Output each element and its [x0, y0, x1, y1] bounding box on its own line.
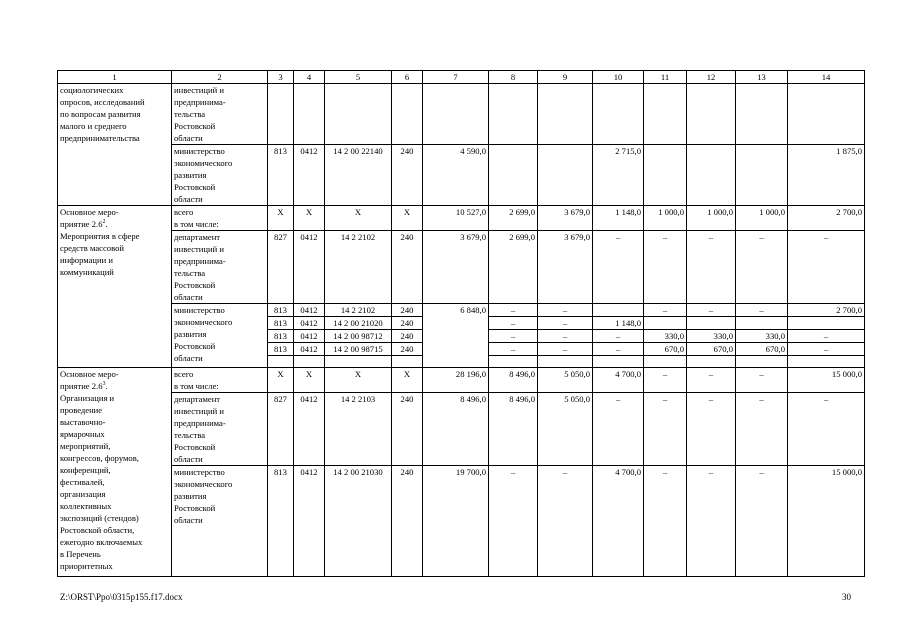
table-row	[58, 466, 865, 577]
cell-grbs: 813	[268, 343, 294, 356]
header-cell: 9	[538, 71, 593, 84]
cell-value	[687, 145, 736, 206]
cell-value: 3 679,0	[538, 231, 593, 304]
cell-value: –	[687, 231, 736, 304]
cell-rzpr: X	[294, 206, 325, 231]
cell-value	[687, 317, 736, 330]
program-table	[57, 70, 865, 577]
cell-value: 2 715,0	[593, 145, 644, 206]
cell-value: 330,0	[736, 330, 788, 343]
cell-value: –	[489, 466, 538, 577]
page-number: 30	[842, 592, 851, 602]
cell-value: –	[538, 343, 593, 356]
cell-value: 5 050,0	[538, 368, 593, 393]
cell-value: 330,0	[687, 330, 736, 343]
cell-value: 2 699,0	[489, 231, 538, 304]
cell-vr: 240	[392, 231, 423, 304]
cell-value: –	[538, 330, 593, 343]
cell-vr: 240	[392, 393, 423, 466]
cell-total: 8 496,0	[423, 393, 489, 466]
cell-total: 3 679,0	[423, 231, 489, 304]
cell-value: 3 679,0	[538, 206, 593, 231]
cell-grbs: 827	[268, 393, 294, 466]
cell-value: –	[644, 231, 687, 304]
cell-value: –	[788, 231, 865, 304]
cell-vr: 240	[392, 145, 423, 206]
cell-vr: 240	[392, 304, 423, 317]
cell-value: –	[538, 317, 593, 330]
cell-csr: 14 2 2103	[325, 393, 392, 466]
header-cell: 1	[58, 71, 172, 84]
cell-value: –	[644, 393, 687, 466]
cell-value	[593, 304, 644, 317]
header-cell: 4	[294, 71, 325, 84]
cell-value: 1 000,0	[644, 206, 687, 231]
measure-name: Основное меро- приятие $2.6^3$. Организация и проведение выставочно- ярмарочных мероприятий, конгрессов, форумов, конференций, фестивалей, организация коллективных экспозиций (стендов) Ростовской области, ежегодно включаемых в Перечень приоритетных	[58, 368, 172, 577]
cell-value: –	[644, 304, 687, 317]
table-row	[58, 206, 865, 231]
cell-value: 4 700,0	[593, 466, 644, 577]
header-cell: 14	[788, 71, 865, 84]
header-cell: 6	[392, 71, 423, 84]
cell-value: –	[538, 304, 593, 317]
header-cell: 12	[687, 71, 736, 84]
cell-value	[736, 145, 788, 206]
cell-value: 8 496,0	[489, 368, 538, 393]
executor: министерство экономического развития Ростовской области	[172, 145, 268, 206]
cell-value	[489, 145, 538, 206]
cell-rzpr: 0412	[294, 393, 325, 466]
cell-rzpr: 0412	[294, 330, 325, 343]
cell-grbs: 813	[268, 304, 294, 317]
cell-total: 19 700,0	[423, 466, 489, 577]
cell-value: –	[788, 343, 865, 356]
executor: министерство экономического развития Ростовской области	[172, 466, 268, 577]
measure-name: социологических опросов, исследований по вопросам развития малого и среднего предпринимательства	[58, 84, 172, 206]
cell-vr: X	[392, 368, 423, 393]
cell-rzpr: 0412	[294, 145, 325, 206]
cell-csr: 14 2 00 98715	[325, 343, 392, 356]
cell-value: –	[736, 304, 788, 317]
cell-value: 15 000,0	[788, 466, 865, 577]
cell-value: –	[538, 466, 593, 577]
cell-value: –	[687, 304, 736, 317]
cell-value: –	[593, 330, 644, 343]
table-row	[58, 393, 865, 466]
total-label: всего в том числе:	[172, 206, 268, 231]
cell-csr: X	[325, 368, 392, 393]
cell-value: 1 000,0	[736, 206, 788, 231]
cell-value: 8 496,0	[489, 393, 538, 466]
cell-value	[644, 317, 687, 330]
cell-total: 6 848,0	[423, 304, 489, 368]
cell-value: 670,0	[687, 343, 736, 356]
cell-total: 28 196,0	[423, 368, 489, 393]
measure-name: Основное меро- приятие $2.6^2$. Мероприятия в сфере средств массовой информации и коммуникаций	[58, 206, 172, 368]
cell-csr: 14 2 00 21030	[325, 466, 392, 577]
cell-value: 670,0	[644, 343, 687, 356]
cell-csr: 14 2 00 98712	[325, 330, 392, 343]
cell-value: –	[489, 343, 538, 356]
file-path: Z:\ORST\Ppo\0315p155.f17.docx	[60, 592, 183, 602]
cell-grbs: 813	[268, 317, 294, 330]
cell-value: –	[593, 343, 644, 356]
cell-grbs: X	[268, 368, 294, 393]
executor: министерство экономического развития Ростовской области	[172, 304, 268, 368]
cell-csr: 14 2 2102	[325, 304, 392, 317]
cell-grbs: 813	[268, 145, 294, 206]
cell-vr: 240	[392, 330, 423, 343]
cell-grbs: 813	[268, 330, 294, 343]
total-label: всего в том числе:	[172, 368, 268, 393]
table-row	[58, 304, 865, 317]
cell-value: –	[593, 231, 644, 304]
cell-rzpr: X	[294, 368, 325, 393]
table-row	[58, 368, 865, 393]
cell-value: 2 700,0	[788, 206, 865, 231]
cell-grbs: 827	[268, 231, 294, 304]
executor: департамент инвестиций и предпринима- тельства Ростовской области	[172, 231, 268, 304]
cell-value: –	[644, 368, 687, 393]
cell-value	[736, 317, 788, 330]
header-cell: 10	[593, 71, 644, 84]
cell-total: 10 527,0	[423, 206, 489, 231]
cell-value: 670,0	[736, 343, 788, 356]
cell-value: –	[687, 368, 736, 393]
cell-value: –	[788, 330, 865, 343]
cell-value: –	[736, 231, 788, 304]
cell-value: 4 700,0	[593, 368, 644, 393]
header-cell: 5	[325, 71, 392, 84]
cell-value	[788, 317, 865, 330]
table-row	[58, 231, 865, 304]
header-cell: 7	[423, 71, 489, 84]
cell-vr: 240	[392, 343, 423, 356]
cell-value: 2 699,0	[489, 206, 538, 231]
header-cell: 2	[172, 71, 268, 84]
cell-csr: 14 2 00 22140	[325, 145, 392, 206]
cell-total: 4 590,0	[423, 145, 489, 206]
cell-value: 5 050,0	[538, 393, 593, 466]
cell-value: –	[687, 466, 736, 577]
table-row	[58, 84, 865, 145]
cell-rzpr: 0412	[294, 231, 325, 304]
header-cell: 13	[736, 71, 788, 84]
cell-grbs: X	[268, 206, 294, 231]
cell-csr: 14 2 00 21020	[325, 317, 392, 330]
cell-csr: 14 2 2102	[325, 231, 392, 304]
header-cell: 8	[489, 71, 538, 84]
cell-value: –	[736, 393, 788, 466]
cell-value: 1 875,0	[788, 145, 865, 206]
cell-value: –	[736, 466, 788, 577]
cell-vr: 240	[392, 466, 423, 577]
cell-csr: X	[325, 206, 392, 231]
cell-value: –	[736, 368, 788, 393]
cell-rzpr: 0412	[294, 317, 325, 330]
cell-value: –	[489, 304, 538, 317]
cell-rzpr: 0412	[294, 304, 325, 317]
cell-value: –	[687, 393, 736, 466]
cell-value: 330,0	[644, 330, 687, 343]
cell-vr: 240	[392, 317, 423, 330]
executor: инвестиций и предпринима- тельства Ростовской области	[172, 84, 268, 145]
cell-value	[644, 145, 687, 206]
cell-value: 1 148,0	[593, 206, 644, 231]
table-row	[58, 145, 865, 206]
cell-rzpr: 0412	[294, 343, 325, 356]
cell-value: –	[593, 393, 644, 466]
cell-value: –	[788, 393, 865, 466]
cell-value: –	[644, 466, 687, 577]
cell-rzpr: 0412	[294, 466, 325, 577]
cell-value: 1 148,0	[593, 317, 644, 330]
header-cell: 3	[268, 71, 294, 84]
cell-value: 2 700,0	[788, 304, 865, 317]
executor: департамент инвестиций и предпринима- тельства Ростовской области	[172, 393, 268, 466]
cell-grbs: 813	[268, 466, 294, 577]
cell-value: 15 000,0	[788, 368, 865, 393]
cell-value: –	[489, 317, 538, 330]
cell-value	[538, 145, 593, 206]
cell-vr: X	[392, 206, 423, 231]
cell-value: 1 000,0	[687, 206, 736, 231]
header-cell: 11	[644, 71, 687, 84]
header-row	[58, 71, 865, 84]
cell-value: –	[489, 330, 538, 343]
